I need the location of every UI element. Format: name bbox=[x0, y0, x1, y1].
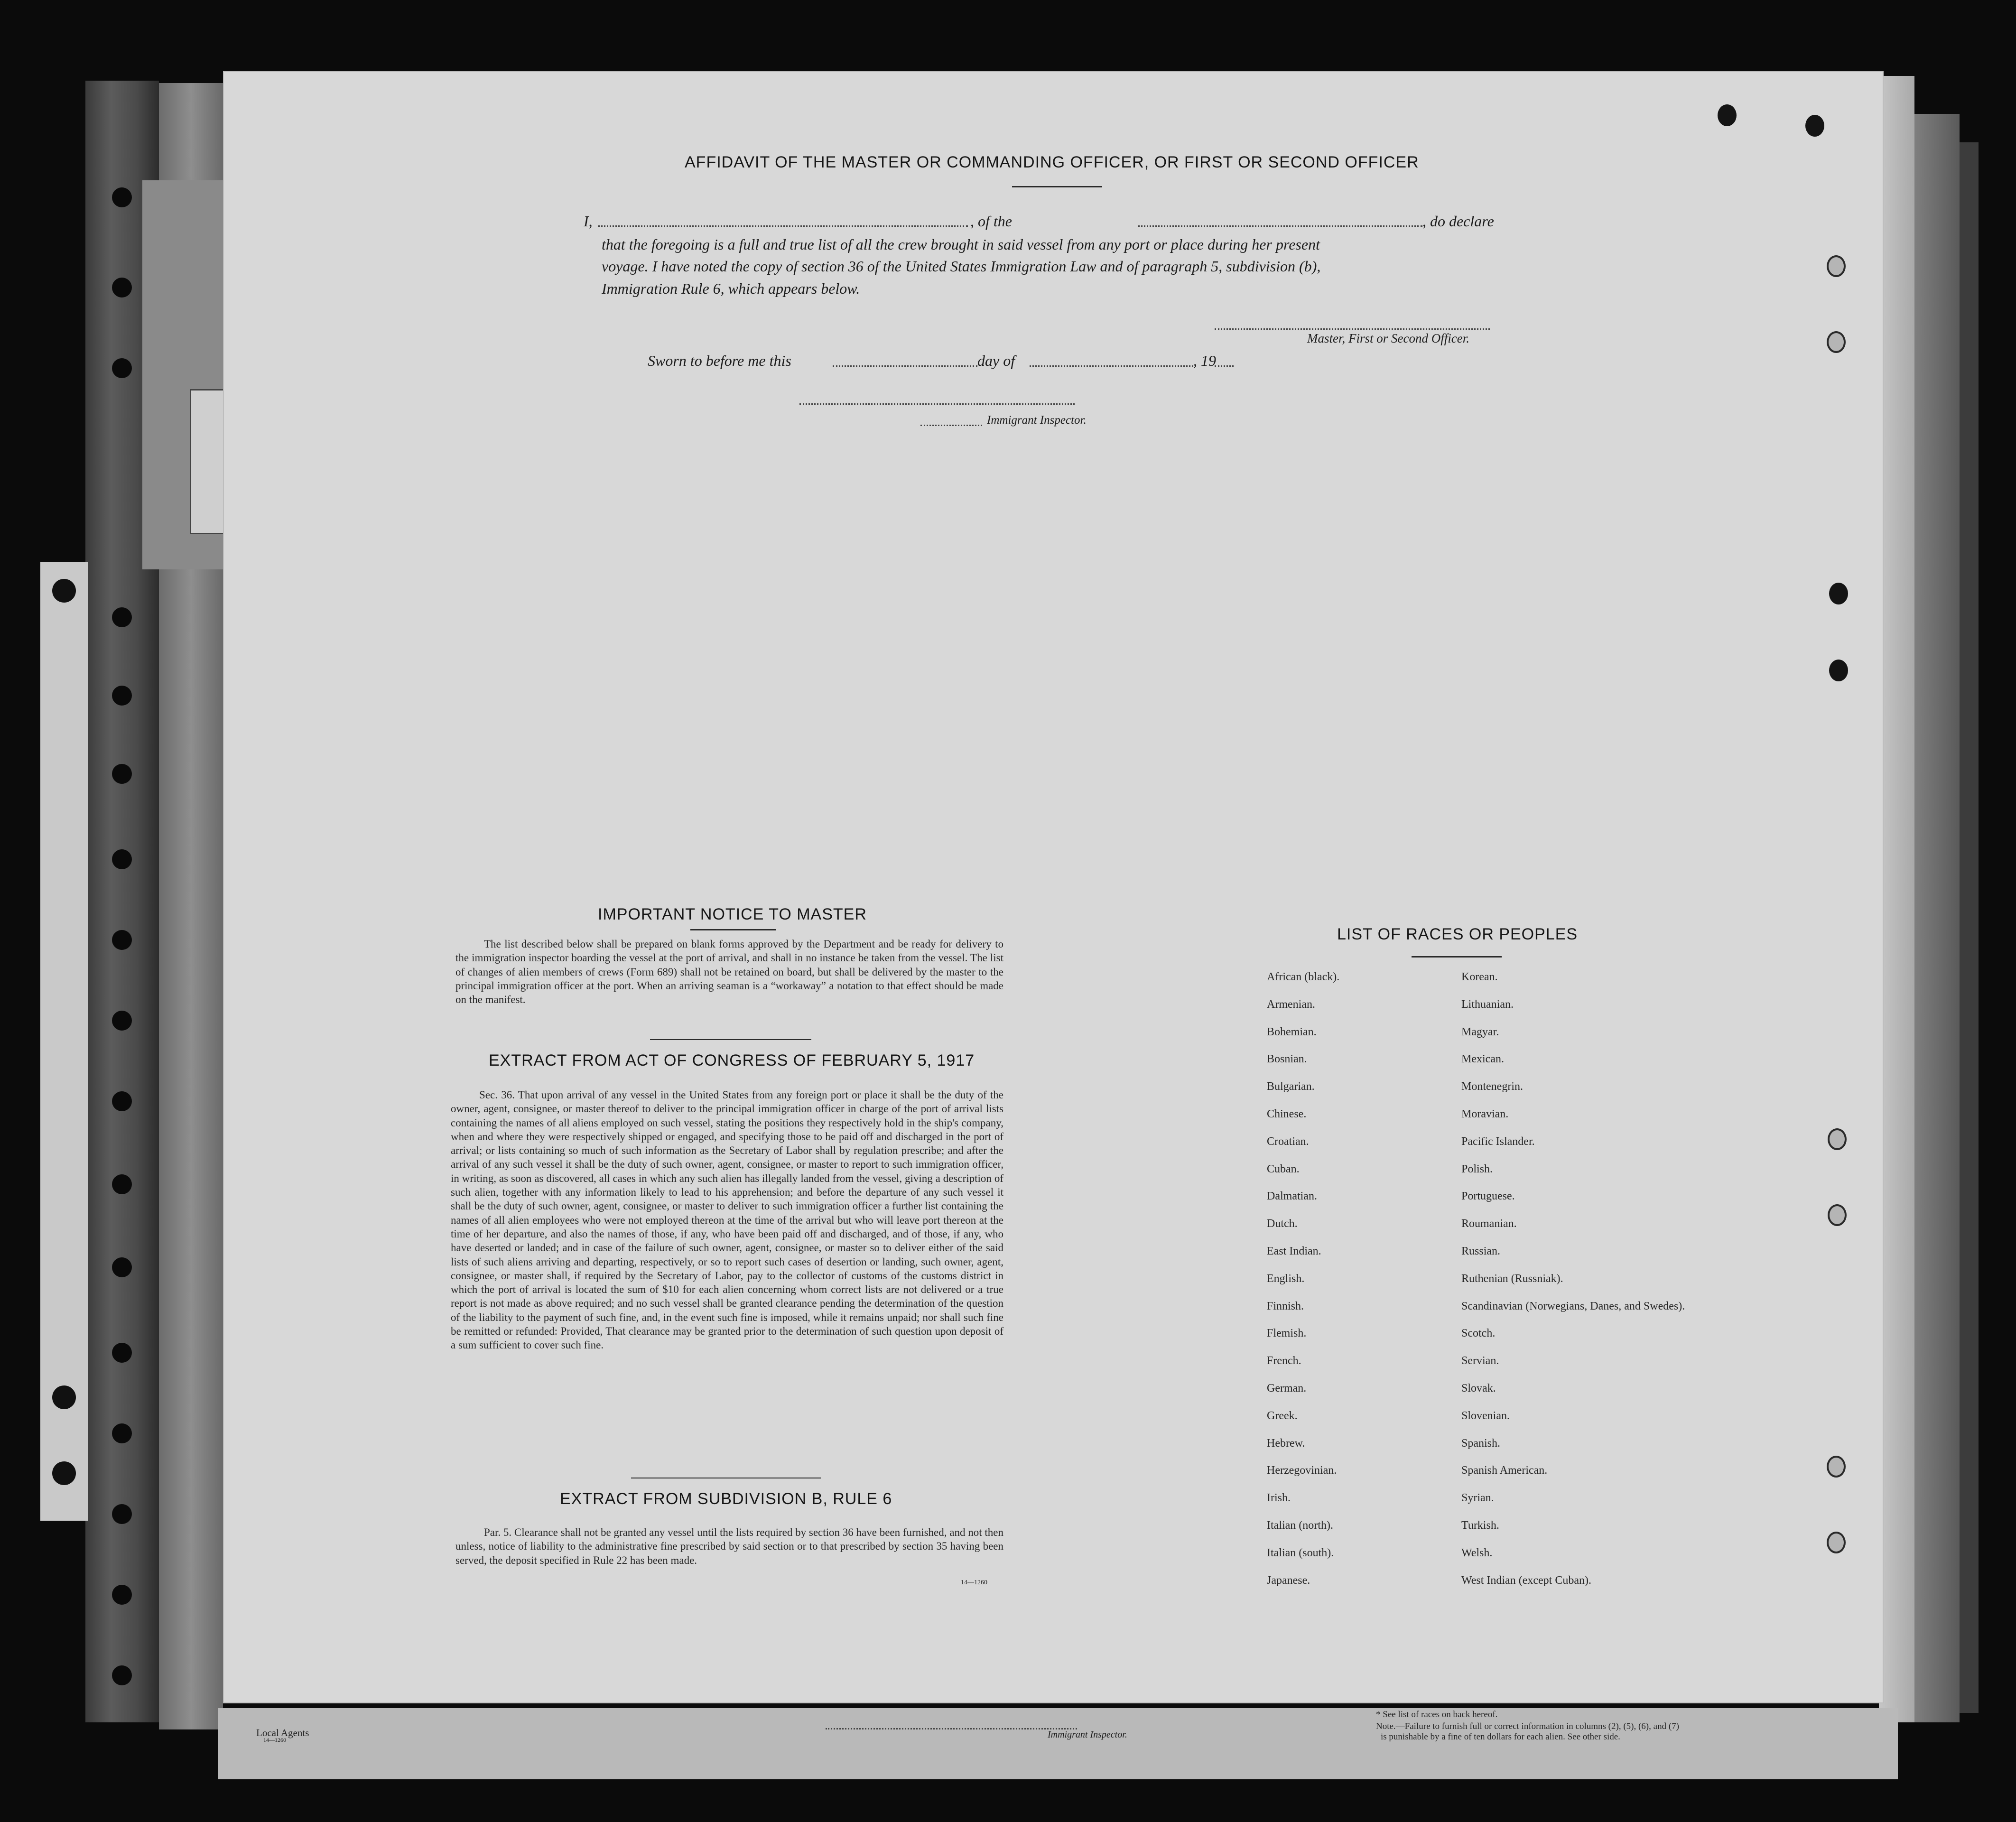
signature-label: Master, First or Second Officer. bbox=[1307, 331, 1469, 345]
affidavit-statement-1: that the foregoing is a full and true list of all the crew brought in said vessel from any port or place during her present bbox=[602, 236, 1320, 253]
left-tab bbox=[40, 562, 88, 1521]
races-title: LIST OF RACES OR PEOPLES bbox=[1337, 925, 1578, 943]
binder-hole bbox=[112, 278, 132, 297]
notice-rule bbox=[690, 929, 776, 930]
under-inspector-label: Immigrant Inspector. bbox=[1048, 1729, 1127, 1740]
punch-hole bbox=[1827, 1532, 1846, 1553]
punch-hole bbox=[1829, 583, 1848, 604]
year-label: , 19 bbox=[1193, 352, 1216, 369]
day-blank[interactable] bbox=[833, 365, 977, 367]
section-divider bbox=[650, 1039, 811, 1040]
affidavit-title: AFFIDAVIT OF THE MASTER OR COMMANDING OFFICER, OR FIRST OR SECOND OFFICER bbox=[685, 153, 1419, 171]
race-item: Japanese. bbox=[1267, 1574, 1310, 1587]
race-item: Pacific Islander. bbox=[1461, 1135, 1535, 1148]
signature-blank[interactable] bbox=[1215, 328, 1490, 330]
right-sheet-edge-3 bbox=[1960, 142, 1979, 1713]
binder-hole bbox=[112, 1585, 132, 1605]
race-item: Korean. bbox=[1461, 971, 1498, 983]
race-item: Italian (north). bbox=[1267, 1519, 1333, 1532]
races-list bbox=[1267, 970, 1694, 1601]
binder-hole bbox=[112, 849, 132, 869]
race-item: African (black). bbox=[1267, 971, 1340, 983]
binder-hole bbox=[112, 930, 132, 950]
tab-hole bbox=[52, 1385, 76, 1409]
local-agents-label: Local Agents bbox=[256, 1727, 309, 1738]
race-item: Servian. bbox=[1461, 1355, 1499, 1367]
race-item: Scandinavian (Norwegians, Danes, and Swedes). bbox=[1461, 1300, 1685, 1312]
race-item: Slovak. bbox=[1461, 1382, 1496, 1394]
vessel-blank[interactable] bbox=[1138, 225, 1422, 227]
binder-hole bbox=[112, 1504, 132, 1524]
sworn-label: Sworn to before me this bbox=[648, 352, 791, 369]
binder-hole bbox=[112, 1091, 132, 1111]
under-inspector-blank bbox=[826, 1728, 1077, 1729]
binder-hole bbox=[112, 607, 132, 627]
race-item: Dalmatian. bbox=[1267, 1190, 1317, 1203]
punch-hole bbox=[1827, 255, 1846, 277]
tab-hole bbox=[52, 579, 76, 603]
right-sheet-edge bbox=[1879, 76, 1914, 1722]
name-blank[interactable] bbox=[598, 225, 968, 227]
inspector-blank[interactable] bbox=[799, 403, 1075, 405]
footnote-fine: is punishable by a fine of ten dollars for each alien. See other side. bbox=[1381, 1732, 1620, 1742]
race-item: Portuguese. bbox=[1461, 1190, 1515, 1203]
binder-hole bbox=[112, 1174, 132, 1194]
binder-hole bbox=[112, 1011, 132, 1031]
punch-hole bbox=[1827, 331, 1846, 353]
race-item: West Indian (except Cuban). bbox=[1461, 1574, 1591, 1587]
affidavit-do-declare: , do declare bbox=[1422, 213, 1494, 230]
punch-hole bbox=[1805, 115, 1824, 137]
binder-hole bbox=[112, 1665, 132, 1685]
under-form-number: 14—1260 bbox=[263, 1737, 286, 1743]
right-sheet-edge-2 bbox=[1914, 114, 1960, 1722]
race-item: Syrian. bbox=[1461, 1492, 1494, 1505]
punch-hole bbox=[1828, 1128, 1847, 1150]
race-item: Spanish. bbox=[1461, 1437, 1501, 1450]
race-item: Armenian. bbox=[1267, 998, 1315, 1011]
race-item: Finnish. bbox=[1267, 1300, 1304, 1312]
races-rule bbox=[1412, 956, 1502, 957]
punch-hole bbox=[1827, 1456, 1846, 1478]
bottom-underlying-sheet bbox=[218, 1708, 1898, 1779]
race-item: Scotch. bbox=[1461, 1327, 1496, 1340]
punch-hole bbox=[1828, 1204, 1847, 1226]
month-blank[interactable] bbox=[1030, 365, 1193, 367]
day-of-label: day of bbox=[977, 352, 1015, 369]
race-item: Flemish. bbox=[1267, 1327, 1307, 1340]
inspector-label: Immigrant Inspector. bbox=[987, 414, 1087, 427]
binder-hole bbox=[112, 358, 132, 378]
race-item: Irish. bbox=[1267, 1492, 1291, 1505]
race-item: Moravian. bbox=[1461, 1107, 1509, 1120]
rule-extract-title: EXTRACT FROM SUBDIVISION B, RULE 6 bbox=[560, 1490, 892, 1508]
race-item: Dutch. bbox=[1267, 1218, 1298, 1230]
binder-hole bbox=[112, 1257, 132, 1277]
race-item: Magyar. bbox=[1461, 1025, 1499, 1038]
act-extract-body: Sec. 36. That upon arrival of any vessel in the United States from any foreign port or place it shall be the duty of the owner, agent, consignee, or master thereof to deliver to the principal immigration officer in charge of the port of arrival lists containing the names of all aliens employed on such vessel, stating the positions they respectively hold in the ship's company, when and where they were respectively shipped or engaged, and specifying those to be paid off and discharged in the port of arrival; or lists containing so much of such information as the Secretary of Labor shall by regulation prescribe; and after the arrival of any such vessel it shall be the duty of such owner, agent, consignee, or master to report to such immigration officer, in writing, as soon as discovered, all cases in which any such alien has illegally landed from the vessel, giving a description of such alien, together with any information likely to lead to his apprehension; and before the departure of any such vessel it shall be the duty of such owner, agent, consignee, or master to deliver to such immigration officer a further list containing the names of all alien employees who were not employed thereon at the time of the arrival but who will leave port thereon at the time of her departure, and also the names of those, if any, who have been paid off and discharged, and of those, if any, who have deserted or landed; and in case of the failure of such owner, agent, consignee, or master so to deliver either of the said lists of such aliens arriving and departing, respectively, or so to report such cases of desertion or landing, such owner, agent, consignee, or master shall, if required by the Secretary of Labor, pay to the collector of customs of the customs district in which the port of arrival is located the sum of $10 for each alien concerning whom correct lists are not delivered or a true report is not made as above required; and no such vessel shall be granted clearance pending the determination of the question of the liability to the payment of such fine, and, in the event such fine is imposed, while it remains unpaid; nor shall such fine be remitted or refunded: Provided, That clearance may be granted prior to the determination of such question upon deposit of a sum sufficient to cover such fine. bbox=[451, 1089, 1003, 1351]
race-item: Montenegrin. bbox=[1461, 1080, 1523, 1093]
notice-title: IMPORTANT NOTICE TO MASTER bbox=[598, 905, 867, 923]
form-number: 14—1260 bbox=[961, 1579, 987, 1586]
race-item: French. bbox=[1267, 1355, 1301, 1367]
punch-hole bbox=[1718, 104, 1737, 126]
race-item: Ruthenian (Russniak). bbox=[1461, 1272, 1563, 1285]
binder-hole bbox=[112, 686, 132, 706]
race-item: Chinese. bbox=[1267, 1107, 1307, 1120]
race-item: Herzegovinian. bbox=[1267, 1464, 1337, 1477]
race-item: Mexican. bbox=[1461, 1053, 1504, 1066]
notice-body: The list described below shall be prepared on blank forms approved by the Department and be ready for delivery to the immigration inspector boarding the vessel at the port of arrival, and shall in no instance be taken from the vessel. The list of changes of alien members of crews (Form 689) shall not be retained on board, but shall be delivered by the master to the principal immigration officer at the port. When an arriving seaman is a “workaway” a notation to that effect should be made on the manifest. bbox=[455, 938, 1003, 1006]
race-item: Lithuanian. bbox=[1461, 998, 1514, 1011]
affidavit-i: I, bbox=[584, 213, 593, 230]
race-item: Welsh. bbox=[1461, 1546, 1493, 1559]
punch-hole bbox=[1829, 660, 1848, 681]
binder-hole bbox=[112, 1343, 132, 1363]
inspector-blank-short bbox=[920, 425, 982, 426]
race-item: Spanish American. bbox=[1461, 1464, 1548, 1477]
affidavit-statement-3: Immigration Rule 6, which appears below. bbox=[602, 280, 860, 297]
race-item: Greek. bbox=[1267, 1409, 1298, 1422]
race-item: Hebrew. bbox=[1267, 1437, 1305, 1450]
footnote-note: Note.—Failure to furnish full or correct information in columns (2), (5), (6), and (7) bbox=[1376, 1721, 1679, 1731]
race-item: East Indian. bbox=[1267, 1245, 1321, 1257]
race-item: Croatian. bbox=[1267, 1135, 1309, 1148]
title-rule bbox=[1012, 186, 1102, 187]
race-item: English. bbox=[1267, 1272, 1305, 1285]
binder-hole bbox=[112, 187, 132, 207]
race-item: Bulgarian. bbox=[1267, 1080, 1315, 1093]
affidavit-statement-2: voyage. I have noted the copy of section 36 of the United States Immigration Law and of paragraph 5, subdivision (b), bbox=[602, 258, 1321, 275]
race-item: German. bbox=[1267, 1382, 1307, 1394]
race-item: Polish. bbox=[1461, 1162, 1493, 1175]
race-item: Bosnian. bbox=[1267, 1053, 1307, 1066]
rule-extract-body: Par. 5. Clearance shall not be granted any vessel until the lists required by section 36 have been furnished, and not then unless, notice of liability to the administrative fine prescribed by said section or to that prescribed by section 35 having been served, the deposit specified in Rule 22 has been made. bbox=[455, 1526, 1003, 1566]
race-item: Russian. bbox=[1461, 1245, 1501, 1257]
binder-hole bbox=[112, 1423, 132, 1443]
race-item: Roumanian. bbox=[1461, 1218, 1517, 1230]
binder-hole bbox=[112, 764, 132, 784]
race-item: Bohemian. bbox=[1267, 1025, 1317, 1038]
race-item: Italian (south). bbox=[1267, 1546, 1334, 1559]
tab-hole bbox=[52, 1461, 76, 1485]
race-item: Turkish. bbox=[1461, 1519, 1499, 1532]
footnote-races: * See list of races on back hereof. bbox=[1376, 1710, 1498, 1720]
race-item: Slovenian. bbox=[1461, 1409, 1510, 1422]
act-extract-title: EXTRACT FROM ACT OF CONGRESS OF FEBRUARY 5, 1917 bbox=[489, 1051, 975, 1069]
year-blank[interactable] bbox=[1215, 365, 1234, 367]
affidavit-of-the: , of the bbox=[970, 213, 1012, 230]
race-item: Cuban. bbox=[1267, 1162, 1300, 1175]
